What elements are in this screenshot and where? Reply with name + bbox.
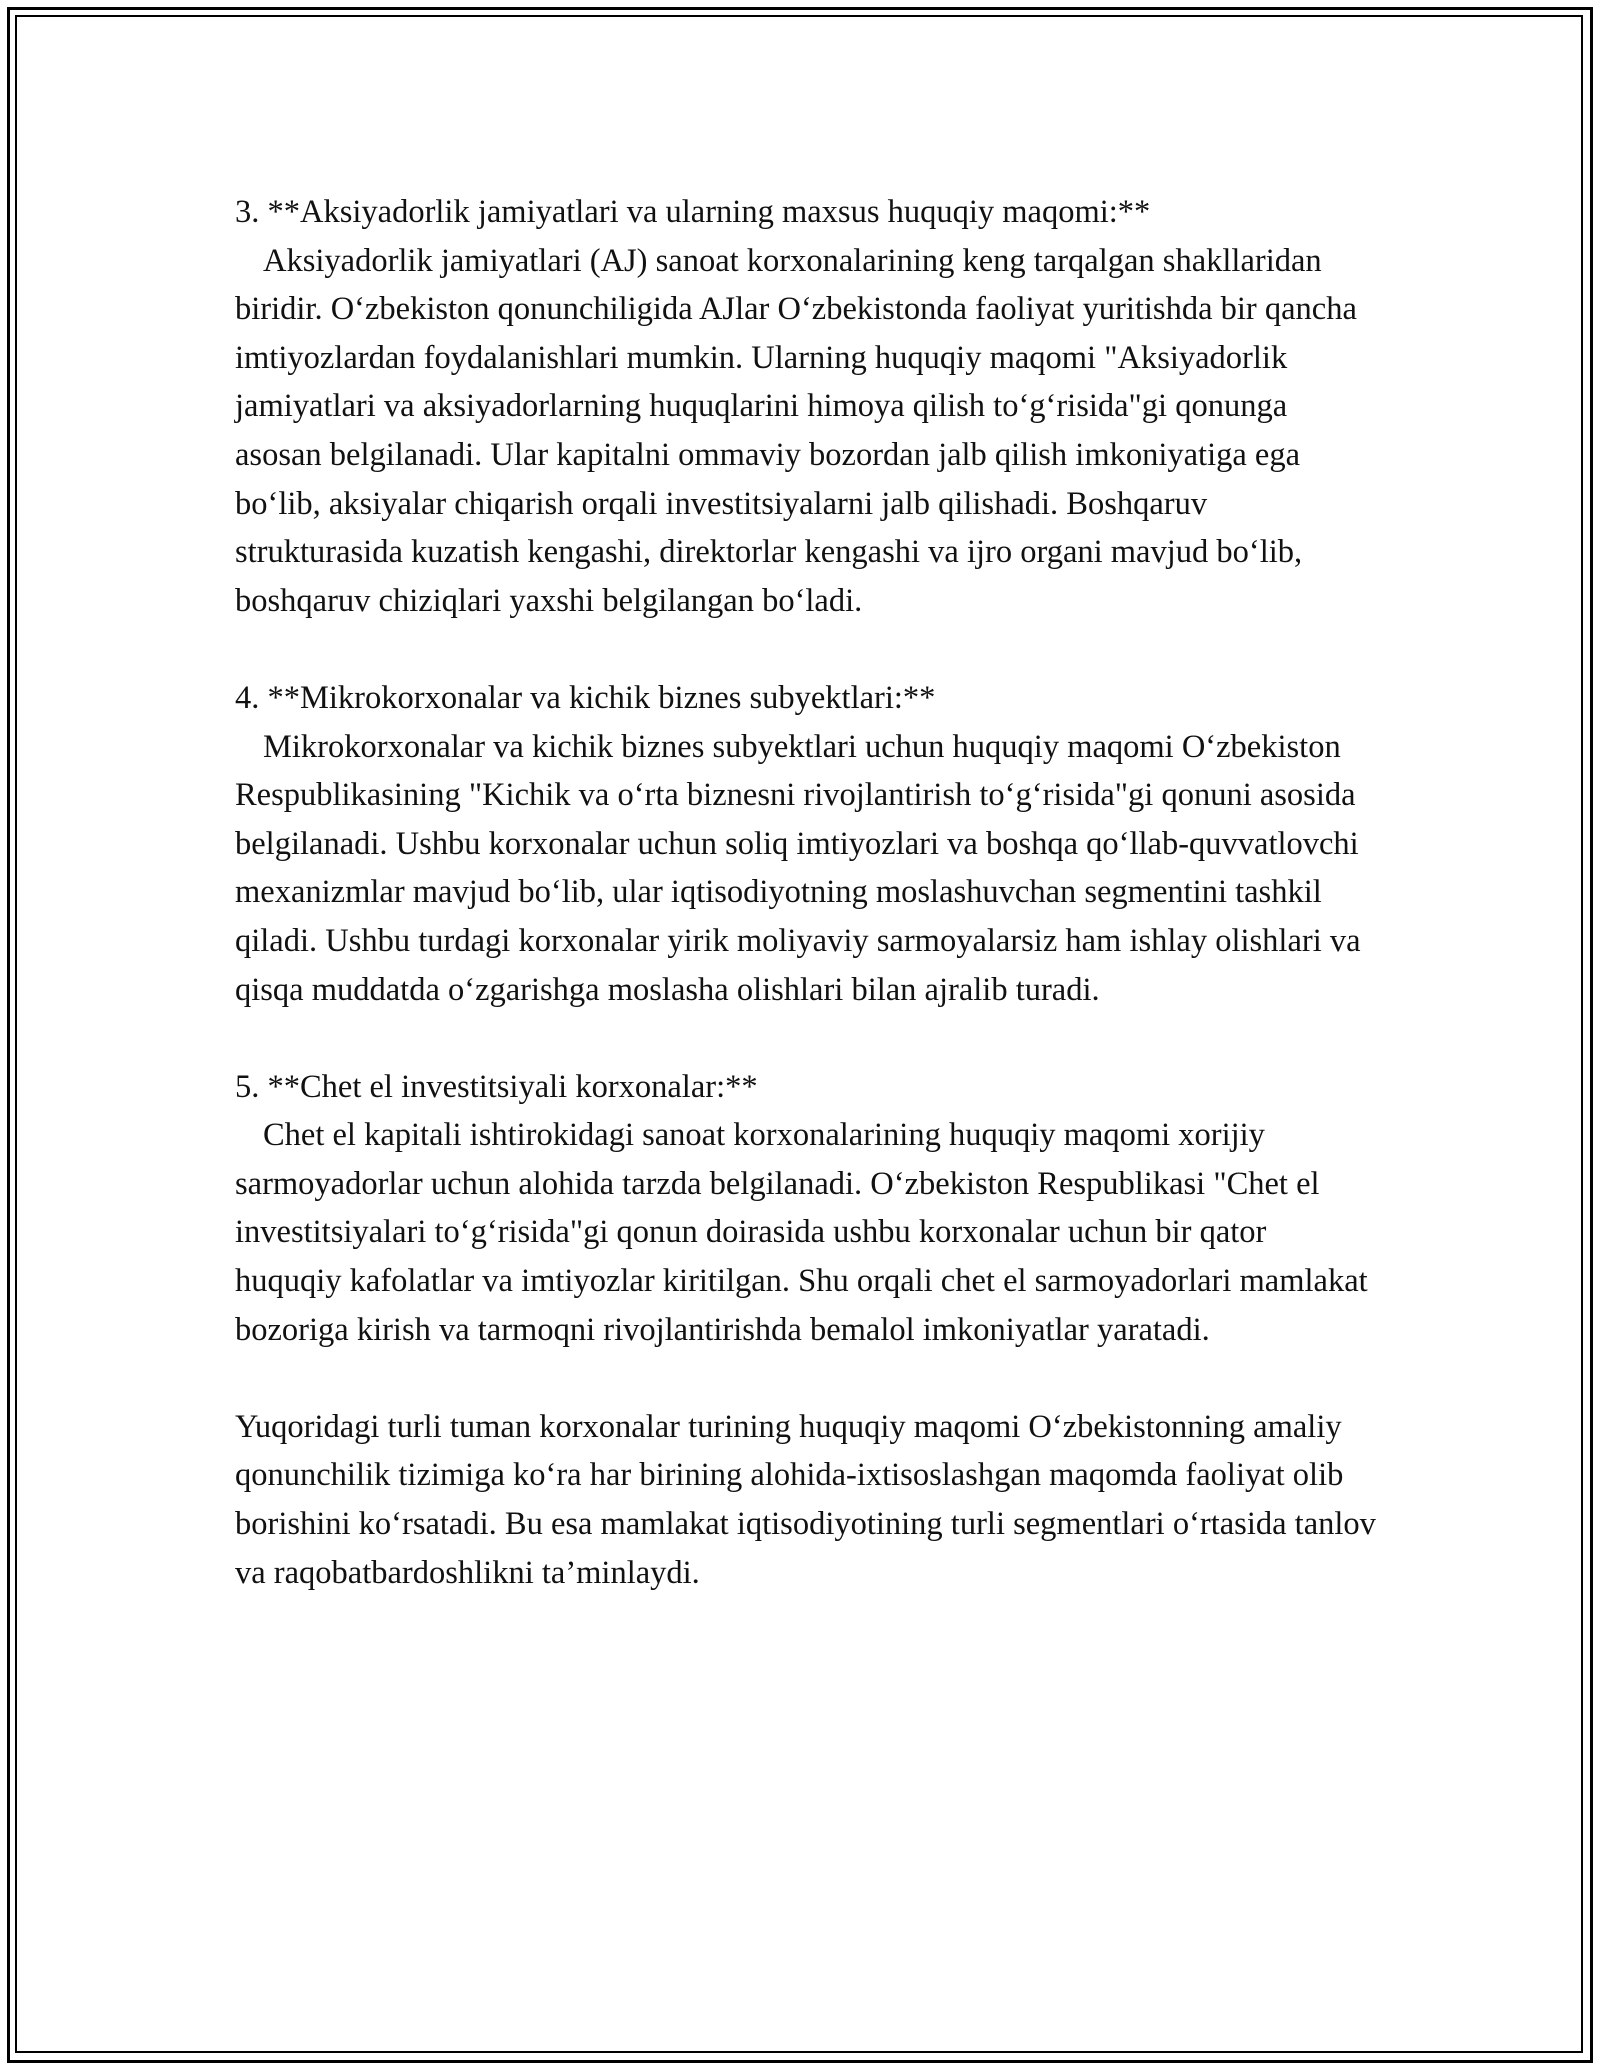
conclusion-paragraph: Yuqoridagi turli tuman korxonalar turining huquqiy maqomi O‘zbekistonning amaliy qonunchilik tizimiga ko‘ra har birining alohida-ixtisoslashgan maqomda faoliyat olib borishini ko‘rsatadi. Bu esa mamlakat iqtisodiyotining turli segmentlari o‘rtasida tanlov va raqobatbardoshlikni ta’minlaydi. bbox=[235, 1408, 1376, 1591]
section-3-paragraph: Aksiyadorlik jamiyatlari (AJ) sanoat korxonalarining keng tarqalgan shakllaridan biridir. O‘zbekiston qonunchiligida AJlar O‘zbekistonda faoliyat yuritishda bir qancha imtiyozlardan foydalanishlari mumkin. Ularning huquqiy maqomi "Aksiyadorlik jamiyatlari va aksiyadorlarning huquqlarini himoya qilish to‘g‘risida"gi qonunga asosan belgilanadi. Ular kapitalni ommaviy bozordan jalb qilish imkoniyatiga ega bo‘lib, aksiyalar chiqarish orqali investitsiyalarni jalb qilishadi. Boshqaruv strukturasida kuzatish kengashi, direktorlar kengashi va ijro organi mavjud bo‘lib, boshqaruv chiziqlari yaxshi belgilangan bo‘ladi. bbox=[235, 242, 1357, 619]
section-4-heading: 4. **Mikrokorxonalar va kichik biznes subyektlari:** bbox=[235, 679, 936, 716]
paragraph-spacer bbox=[235, 625, 1380, 674]
paragraph-spacer bbox=[235, 1014, 1380, 1063]
paragraph-spacer bbox=[235, 1354, 1380, 1403]
section-5-heading: 5. **Chet el investitsiyali korxonalar:** bbox=[235, 1068, 758, 1105]
section-4-paragraph: Mikrokorxonalar va kichik biznes subyektlari uchun huquqiy maqomi O‘zbekiston Respublikasining "Kichik va o‘rta biznesni rivojlantirish to‘g‘risida"gi qonuni asosida belgilanadi. Ushbu korxonalar uchun soliq imtiyozlari va boshqa qo‘llab-quvvatlovchi mexanizmlar mavjud bo‘lib, ular iqtisodiyotning moslashuvchan segmentini tashkil qiladi. Ushbu turdagi korxonalar yirik moliyaviy sarmoyalarsiz ham ishlay olishlari va qisqa muddatda o‘zgarishga moslasha olishlari bilan ajralib turadi. bbox=[235, 728, 1361, 1008]
section-3-heading: 3. **Aksiyadorlik jamiyatlari va ularning maxsus huquqiy maqomi:** bbox=[235, 194, 1151, 230]
document-body bbox=[235, 188, 1380, 1597]
section-5-paragraph: Chet el kapitali ishtirokidagi sanoat korxonalarining huquqiy maqomi xorijiy sarmoyadorlar uchun alohida tarzda belgilanadi. O‘zbekiston Respublikasi "Chet el investitsiyalari to‘g‘risida"gi qonun doirasida ushbu korxonalar uchun bir qator huquqiy kafolatlar va imtiyozlar kiritilgan. Shu orqali chet el sarmoyadorlari mamlakat bozoriga kirish va tarmoqni rivojlantirishda bemalol imkoniyatlar yaratadi. bbox=[235, 1117, 1368, 1348]
